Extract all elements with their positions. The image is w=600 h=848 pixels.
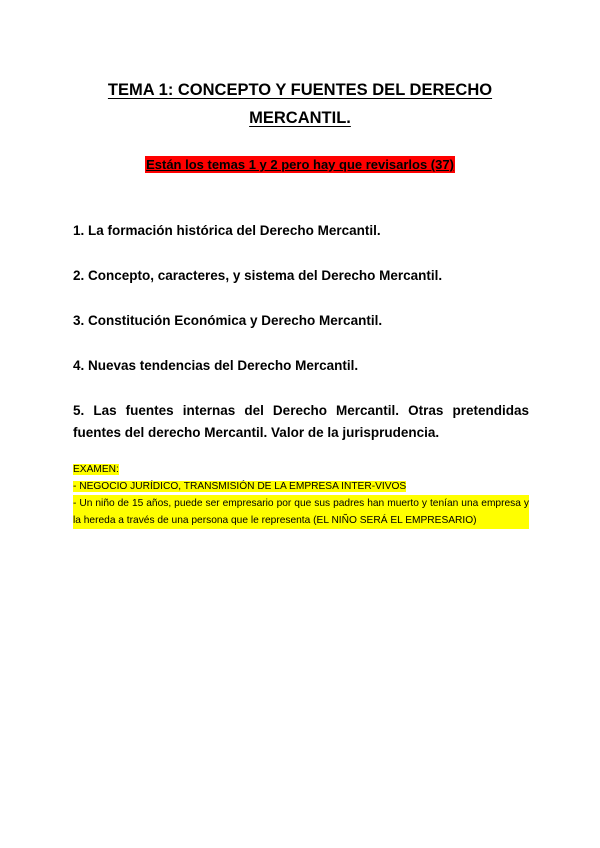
topic-item: 3. Constitución Económica y Derecho Mercantil. [73,313,383,328]
exam-notes [73,461,529,529]
topic-list [73,220,529,444]
topic-item: 4. Nuevas tendencias del Derecho Mercantil. [73,358,359,373]
page-title [70,76,530,132]
exam-note: - Un niño de 15 años, puede ser empresario por que sus padres han muerto y tenían una empresa y la hereda a través de una persona que le representa (EL NIÑO SERÁ EL EMPRESARIO) [73,495,529,529]
title-line-1: TEMA 1: CONCEPTO Y FUENTES DEL DERECHO [107,81,493,99]
exam-heading: EXAMEN: [73,464,119,475]
revision-notice: Están los temas 1 y 2 pero hay que revisarlos (37) [146,157,454,172]
topic-item: 2. Concepto, caracteres, y sistema del Derecho Mercantil. [73,268,443,283]
exam-note: - NEGOCIO JURÍDICO, TRANSMISIÓN DE LA EMPRESA INTER-VIVOS [73,481,407,492]
title-line-2: MERCANTIL. [249,109,351,127]
topic-item: 1. La formación histórica del Derecho Mercantil. [73,223,381,238]
topic-item: 5. Las fuentes internas del Derecho Mercantil. Otras pretendidas fuentes del derecho Mercantil. Valor de la jurisprudencia. [73,403,529,440]
notice-container [0,156,600,174]
